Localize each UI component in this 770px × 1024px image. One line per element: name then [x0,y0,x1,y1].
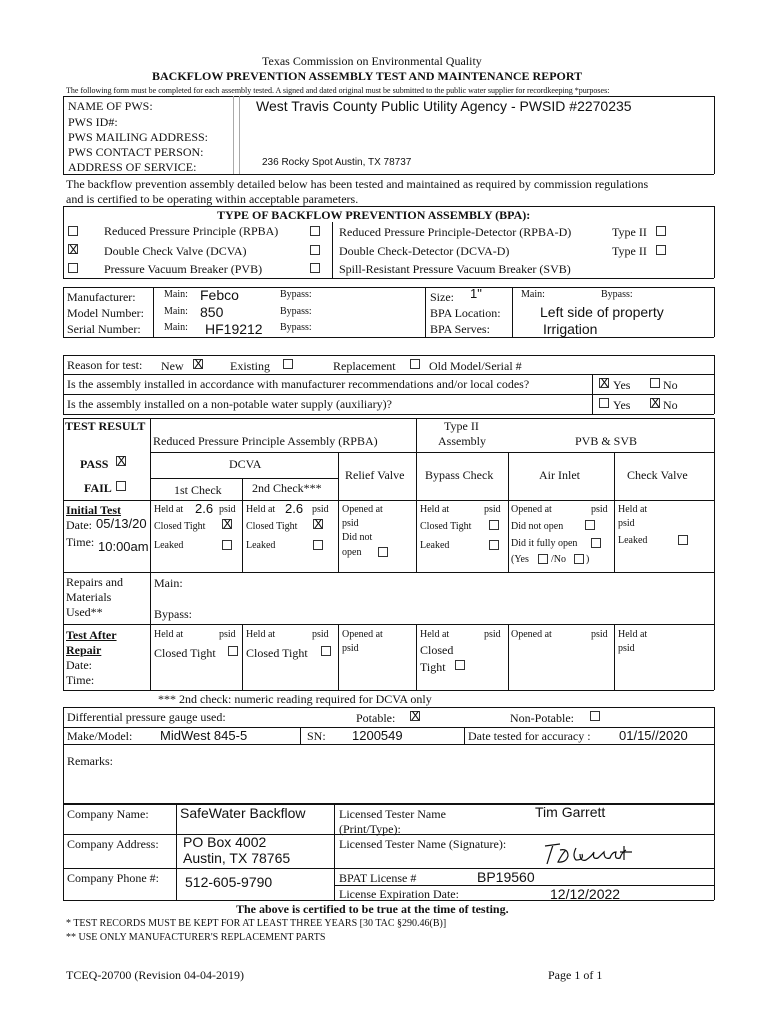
after-check2-psid: psid [312,629,329,640]
relief-did-not-label: Did not [342,532,373,543]
pvb-svb-header: PVB & SVB [575,434,638,448]
form-instruction: The following form must be completed for each assembly tested. A signed and dated original must be submitted to the public water supplier for recordkeeping *purposes: [66,86,610,95]
air-inlet-yes-checkbox[interactable] [538,554,548,564]
air-inlet-paren: ) [586,554,590,565]
tester-signature [540,838,640,868]
q1-no-checkbox[interactable] [650,378,660,388]
check-valve-held-label: Held at [618,504,648,515]
reason-label: Reason for test: [67,358,143,372]
q2-yes-checkbox[interactable] [599,398,609,408]
q1-no-label: No [663,378,678,392]
check2-closed-label: Closed Tight [246,521,298,532]
check2-held-label: Held at [246,504,276,515]
repairs-label-2: Materials [66,590,112,604]
svb-checkbox[interactable] [310,263,320,273]
reason-existing-label: Existing [230,359,271,373]
serial-main-label: Main: [164,322,188,333]
potable-mark: X [411,708,420,723]
company-address-line-2[interactable]: Austin, TX 78765 [183,850,291,866]
reason-replacement-label: Replacement [333,359,396,373]
dcva-d-type2-checkbox[interactable] [656,245,666,255]
manufacturer-field[interactable]: Febco [200,287,239,303]
model-main-label: Main: [164,306,188,317]
air-inlet-no-label: /No [551,554,566,565]
manufacturer-bypass-label: Bypass: [280,289,312,300]
dcva-d-checkbox[interactable] [310,245,320,255]
after-air-inlet-psid: psid [591,629,608,640]
bypass-check-header: Bypass Check [425,468,494,482]
model-field[interactable]: 850 [200,304,224,320]
dcva-footnote: *** 2nd check: numeric reading required for DCVA only [158,692,432,706]
svb-label: Spill-Resistant Pressure Vacuum Breaker (SVB) [339,262,571,276]
after-relief-psid: psid [342,643,359,654]
after-bypass-closed-label: Closed [420,643,454,657]
after-bypass-held-label: Held at [420,629,450,640]
company-phone-field[interactable]: 512-605-9790 [185,874,273,890]
air-inlet-psid: psid [591,504,608,515]
make-model-field[interactable]: MidWest 845-5 [160,728,248,743]
make-model-label: Make/Model: [67,729,133,743]
after-check-valve-psid: psid [618,643,635,654]
parts-footnote: ** USE ONLY MANUFACTURER'S REPLACEMENT PARTS [66,932,326,943]
air-inlet-fully-open-label: Did it fully open [511,538,578,549]
check1-leaked-checkbox[interactable] [222,540,232,550]
after-check2-closed-label: Closed Tight [246,646,308,660]
pvb-checkbox[interactable] [68,263,78,273]
question-codes: Is the assembly installed in accordance with manufacturer recommendations and/or local codes? [67,377,530,391]
bypass-psid: psid [484,504,501,515]
initial-test-label: Initial Test [66,503,122,517]
statement-line-1: The backflow prevention assembly detailed below has been tested and maintained as required by commission regulations [66,177,649,191]
non-potable-label: Non-Potable: [510,711,574,725]
statement-line-2: and is certified to be operating within acceptable parameters. [66,192,359,206]
repairs-bypass-label: Bypass: [154,607,193,621]
check2-leaked-checkbox[interactable] [313,540,323,550]
manufacturer-label: Manufacturer: [67,290,136,304]
rpba-label: Reduced Pressure Principle (RPBA) [104,224,279,238]
dcva-header: DCVA [229,457,262,471]
pass-mark: X [117,453,126,468]
initial-date-field[interactable]: 05/13/20 [96,516,147,531]
after-bypass-tight-label: Tight [420,660,446,674]
size-field[interactable]: 1" [470,286,482,301]
check-valve-leaked-label: Leaked [618,535,648,546]
gauge-label: Differential pressure gauge used: [67,710,226,724]
reason-new-mark: X [194,356,203,371]
remarks-label: Remarks: [67,754,113,768]
after-bypass-psid: psid [484,629,501,640]
page-number: Page 1 of 1 [548,968,603,982]
air-inlet-fully-open-checkbox[interactable] [591,538,601,548]
after-check1-closed-label: Closed Tight [154,646,216,660]
model-bypass-label: Bypass: [280,306,312,317]
q1-yes-mark: X [600,375,609,390]
bypass-closed-checkbox[interactable] [489,520,499,530]
rpba-d-type2-label: Type II [612,225,647,239]
q1-yes-label: Yes [613,378,631,392]
check2-closed-mark: X [314,516,323,531]
check1-closed-mark: X [223,516,232,531]
dcva-d-type2-label: Type II [612,244,647,258]
after-bypass-closed-checkbox[interactable] [455,660,465,670]
serial-bypass-label: Bypass: [280,322,312,333]
air-inlet-did-not-open-checkbox[interactable] [585,520,595,530]
after-check-valve-held-label: Held at [618,629,648,640]
bpa-location-field[interactable]: Left side of property [540,304,664,320]
rpba-d-checkbox[interactable] [310,226,320,236]
first-check-header: 1st Check [174,483,222,497]
pws-name-field[interactable]: West Travis County Public Utility Agency - PWSID #2270235 [256,98,632,114]
repairs-main-label: Main: [154,576,183,590]
agency-name: Texas Commission on Environmental Quality [262,54,482,68]
license-label: BPAT License # [339,871,417,885]
fail-label: FAIL [84,481,112,495]
company-name-label: Company Name: [67,807,149,821]
air-inlet-no-checkbox[interactable] [574,554,584,564]
bypass-held-label: Held at [420,504,450,515]
check-valve-header: Check Valve [627,468,688,482]
check1-leaked-label: Leaked [154,540,184,551]
bpa-serves-field[interactable]: Irrigation [543,321,598,337]
check1-held-label: Held at [154,504,184,515]
company-address-label: Company Address: [67,837,159,851]
non-potable-checkbox[interactable] [590,711,600,721]
dcva-checkbox-mark: X [69,242,78,257]
sn-field[interactable]: 1200549 [352,728,403,743]
pws-name-label: NAME OF PWS: [68,99,153,113]
sn-label: SN: [307,729,326,743]
model-label: Model Number: [67,306,144,320]
reason-old-model-label: Old Model/Serial # [429,359,522,373]
bpa-location-label: BPA Location: [430,306,501,320]
after-relief-opened-label: Opened at [342,629,383,640]
relief-psid: psid [342,518,359,529]
q2-no-mark: X [651,395,660,410]
after-check2-closed-checkbox[interactable] [321,646,331,656]
manufacturer-main-label: Main: [164,289,188,300]
service-address-field[interactable]: 236 Rocky Spot Austin, TX 78737 [262,157,412,168]
accuracy-date-field[interactable]: 01/15//2020 [619,728,688,743]
fail-checkbox[interactable] [116,481,126,491]
after-time-label: Time: [66,673,95,687]
bypass-leaked-checkbox[interactable] [489,540,499,550]
question-non-potable: Is the assembly installed on a non-potable water supply (auxiliary)? [67,397,392,411]
size-bypass-label: Bypass: [601,289,633,300]
check2-psid: psid [312,504,329,515]
tester-name-label: Licensed Tester Name [339,807,446,821]
accuracy-date-label: Date tested for accuracy : [468,729,591,743]
type2-header-2: Assembly [438,434,486,448]
size-label: Size: [430,290,454,304]
bypass-closed-label: Closed Tight [420,521,472,532]
serial-field[interactable]: HF19212 [205,321,263,337]
rpba-checkbox[interactable] [68,226,78,236]
air-inlet-yes-label: (Yes [511,554,529,565]
tester-signature-label: Licensed Tester Name (Signature): [339,837,507,851]
reason-replacement-checkbox[interactable] [410,359,420,369]
potable-label: Potable: [356,711,396,725]
air-inlet-opened-label: Opened at [511,504,552,515]
reason-existing-checkbox[interactable] [283,359,293,369]
initial-time-label: Time: [66,535,95,549]
after-date-label: Date: [66,658,92,672]
reason-new-label: New [161,359,184,373]
relief-valve-header: Relief Valve [345,468,405,482]
certification-statement: The above is certified to be true at the time of testing. [236,902,509,916]
after-repair-label-2: Repair [66,643,102,657]
repairs-label-1: Repairs and [66,575,123,589]
after-air-inlet-opened-label: Opened at [511,629,552,640]
after-check1-closed-checkbox[interactable] [228,646,238,656]
dcva-label: Double Check Valve (DCVA) [104,244,247,258]
after-check1-psid: psid [219,629,236,640]
second-check-header: 2nd Check*** [252,481,322,495]
relief-opened-label: Opened at [342,504,383,515]
air-inlet-header: Air Inlet [539,468,580,482]
check2-leaked-label: Leaked [246,540,276,551]
after-repair-label-1: Test After [66,628,117,642]
relief-did-not-open-checkbox[interactable] [378,547,388,557]
form-title: BACKFLOW PREVENTION ASSEMBLY TEST AND MAINTENANCE REPORT [152,69,583,83]
test-result-label: TEST RESULT [65,419,146,433]
tester-name-label-2: (Print/Type): [339,822,401,836]
after-check2-held-label: Held at [246,629,276,640]
bpa-serves-label: BPA Serves: [430,322,490,336]
check1-psid: psid [219,504,236,515]
check2-held-field[interactable]: 2.6 [285,501,304,516]
q2-no-label: No [663,398,678,412]
initial-time-field[interactable]: 10:00am [98,539,149,554]
license-field[interactable]: BP19560 [477,869,535,885]
pvb-label: Pressure Vacuum Breaker (PVB) [104,262,263,276]
bypass-leaked-label: Leaked [420,540,450,551]
repairs-label-3: Used** [66,605,103,619]
service-address-label: ADDRESS OF SERVICE: [68,160,197,174]
check-valve-psid: psid [618,518,635,529]
check-valve-leaked-checkbox[interactable] [678,535,688,545]
pws-id-label: PWS ID#: [68,115,118,129]
company-name-field[interactable]: SafeWater Backflow [180,805,306,821]
company-address-line-1[interactable]: PO Box 4002 [183,834,267,850]
check1-closed-label: Closed Tight [154,521,206,532]
license-expiration-field[interactable]: 12/12/2022 [550,886,621,902]
tester-name-field[interactable]: Tim Garrett [535,804,606,820]
rpba-d-type2-checkbox[interactable] [656,226,666,236]
type2-header-1: Type II [444,419,479,433]
after-check1-held-label: Held at [154,629,184,640]
pws-contact-label: PWS CONTACT PERSON: [68,145,204,159]
serial-label: Serial Number: [67,322,141,336]
pass-label: PASS [80,457,109,471]
company-phone-label: Company Phone #: [67,871,159,885]
rpba-assembly-header: Reduced Pressure Principle Assembly (RPBA) [153,434,378,448]
initial-date-label: Date: [66,518,92,532]
relief-open-label: open [342,547,362,558]
bpa-type-heading: TYPE OF BACKFLOW PREVENTION ASSEMBLY (BPA): [217,208,531,222]
records-footnote: * TEST RECORDS MUST BE KEPT FOR AT LEAST THREE YEARS [30 TAC §290.46(B)] [66,918,447,929]
size-main-label: Main: [521,289,545,300]
license-expiration-label: License Expiration Date: [339,887,459,901]
pws-mailing-label: PWS MAILING ADDRESS: [68,130,209,144]
rpba-d-label: Reduced Pressure Principle-Detector (RPBA-D) [339,225,572,239]
air-inlet-did-not-open-label: Did not open [511,521,564,532]
q2-yes-label: Yes [613,398,631,412]
check1-held-field[interactable]: 2.6 [195,501,214,516]
form-id: TCEQ-20700 (Revision 04-04-2019) [66,968,244,982]
dcva-d-label: Double Check-Detector (DCVA-D) [339,244,510,258]
